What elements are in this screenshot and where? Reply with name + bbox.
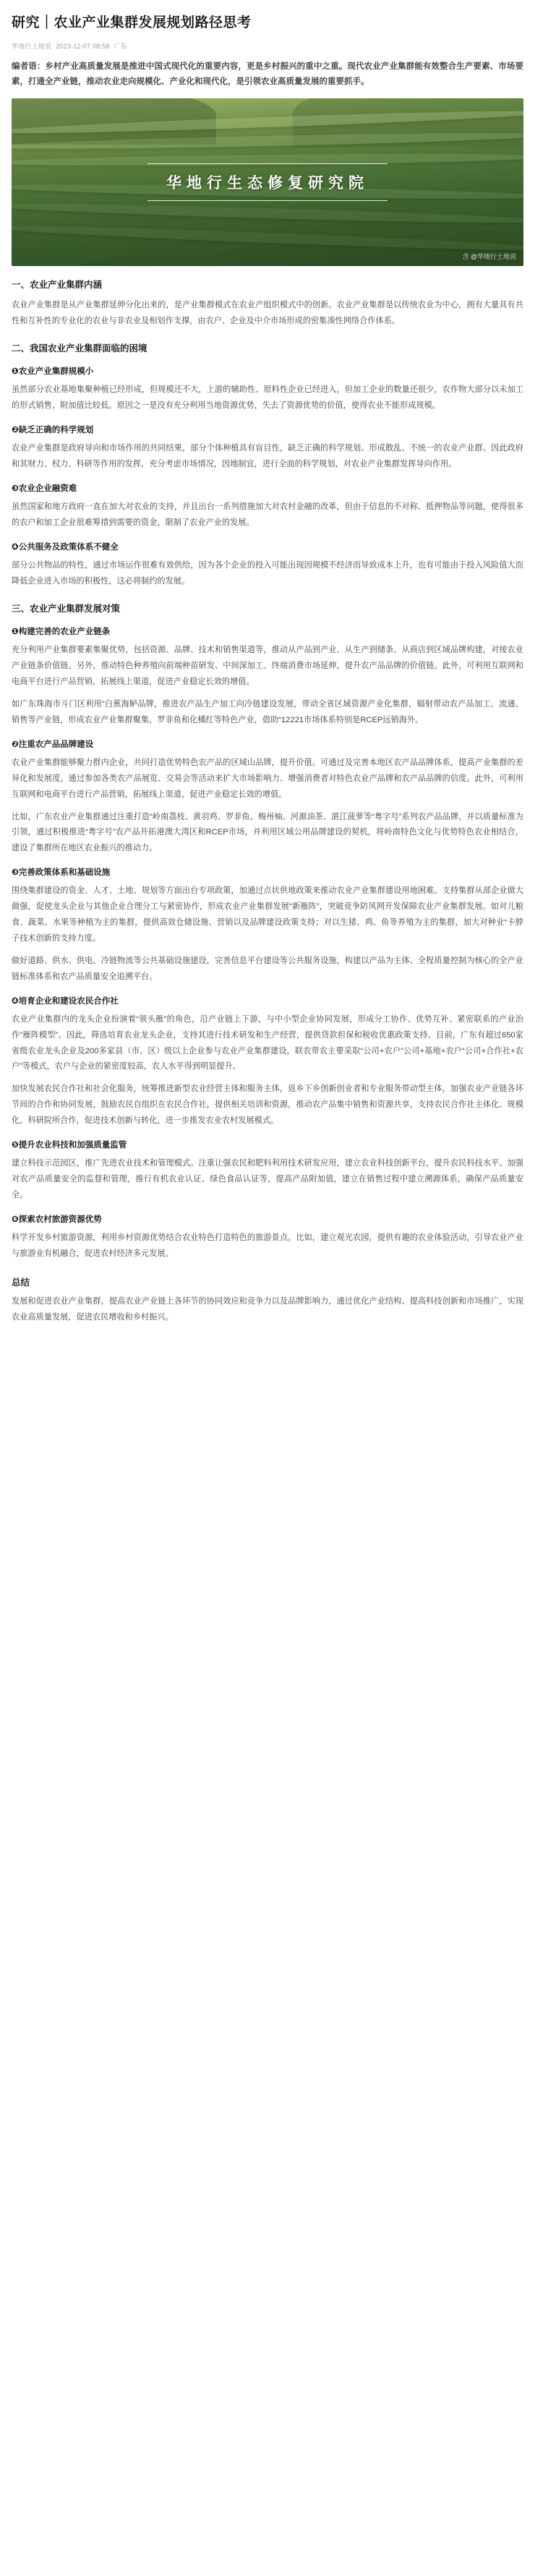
subsection-paragraph: 围绕集群建设的资金、人才、土地、规划等方面出台专项政策，加通过点状供地政策来推动农业产业集群建设用地困难。支持集群从部企业做大做强，促使龙头企业与其他企业合理分工与紧密协作，形成农业产业集群发展“新雁阵”，突破竞争防风网开发保障农业产业集群发展。如对儿粮食、蔬菜、水果等种植为主的集群，提供高效仓储设施、营销以及品牌建设政策支持；对以生猪、鸡、鱼等养殖为主的集群，加大对种业“卡脖子技术创新的支持力度。 — [12, 886, 523, 943]
lead-label: 编者语： — [12, 61, 46, 71]
subsection-heading: ❻探索农村旅游资源优势 — [12, 1215, 102, 1224]
subsection-heading: ❸完善政策体系和基础设施 — [12, 868, 111, 878]
subsection-heading: ❷缺乏正确的科学规划 — [12, 425, 94, 435]
subsection-heading: ❹培育企业和建设农民合作社 — [12, 996, 119, 1006]
section-heading: 二、我国农业产业集群面临的困境 — [12, 343, 147, 354]
subsection-paragraph: 充分利用产业集群要素集聚优势，包括资源、品牌、技术和销售渠道等，推动从产品到产业、从生产到储条、从商店到区域品牌构建，对接农业产业链条价值链。另外，推动特色种养殖向前端种苗研发、中间深加工、终端消费市场延伸，提升农产品品牌的价值链。此外，可利用互联网和电商平台进行产品营销，拓展线上渠道，促进产业稳定长效的增值。 — [12, 646, 523, 687]
subsection-paragraph: 农业产业集群内的龙头企业扮演着“领头雁”的角色，沿产业链上下游，与中小型企业协同发展，形成分工协作、优势互补、紧密联系的产业治作“雁阵模型”。因此，筛选培育农业龙头企业，支持其进行技术研发和生产经营，提供贷款担保和税收优惠政策支持。目前，广东有超过650家省级农业龙头企业及200多家县（市、区）级以上企业参与农业产业集群建设，联农带农主要采取“公司+农户”公司+基地+农户“公司+合作社+农户”等模式，农户与企业的紧密度较高，农人水平得到明显提升。 — [12, 1014, 523, 1071]
subsection-heading: ❷注重农产品品牌建设 — [12, 740, 94, 749]
lead-text: 乡村产业高质量发展是推进中国式现代化的重要内容，更是乡村振兴的重中之重。现代农业产业集群能有效整合生产要素、市场要素，打通全产业链，推动农业走向规模化、产业化和现代化，是引领农业高质量发展的重要抓手。 — [12, 61, 523, 86]
subsection-paragraph: 农业产业集群能够聚力群内企业，共同打造优势特色农产品的区域山品牌，提升价值。可通过及完善本地区农产品品牌体系，提高产业集群的差异化和发展度，通过参加各类农产品展览、交易会等活动来扩大市场影响力、增强消费者对特色农业产品牌和农产品品牌的信度。此外，可利用互联网和电商平台进行产品营销，拓展线上渠道，促进产业稳定长效的增值。 — [12, 758, 523, 799]
summary-paragraph: 发展和促进农业产业集群，提高农业产业链上各环节的协同效应和竞争力以及品牌影响力，通过优化产业结构、提高科技创新和市场推广，实现农业高质量发展，促进农民增收和乡村振兴。 — [12, 1296, 523, 1322]
hero-credit: 含 @华地行土地说 — [462, 253, 516, 261]
subsection-paragraph: 建立科技示范园区，推广先进农业技术和管理模式。注重让强农民和肥料利用技术研发应用，建立农业科技创新平台，提升农民科技水平。加强对农产品质量安全的监督和管理，推行有机农业认证、绿色食品认证等，提高产品附加值，建立在销售过程中建立溯源体系，确保产品质量安全。 — [12, 1159, 523, 1199]
byline-location: 广东 — [114, 42, 127, 50]
lead-paragraph — [12, 59, 523, 90]
hero-image — [12, 98, 523, 266]
subsection-heading: ❹公共服务及政策体系不健全 — [12, 542, 119, 552]
byline-author: 华地行土地说 — [12, 42, 52, 50]
section-heading: 三、农业产业集群发展对策 — [12, 604, 121, 615]
subsection-heading: ❶构建完善的农业产业链条 — [12, 628, 111, 637]
subsection-paragraph: 如广东珠海市斗门区利用“白蕉海鲈品牌，推进农产品生产加工向冷链建设发展，带动全省区域资源产业化集群，辐射带动农产品加工、流通、销售等产业链，形成农业产业集群聚集，罗非鱼和化橘红等特色产业，借助“12221市场体系特别是RCEP远销海外。 — [12, 699, 523, 724]
byline-timestamp: 2023-12-07 08:58 — [56, 42, 110, 50]
subsection-paragraph: 做好道路、供水、供电、冷链物流等公共基础设施建设，完善信息平台建设等公共服务设施，构建以产品为主体、全程质量控制为核心的全产业链标准体系和农产品质量安全追溯平台。 — [12, 956, 523, 981]
section-paragraph: 农业产业集群是从产业集群延伸分化出来的，是产业集群模式在农业产组织模式中的创新。农业产业集群是以传统农业为中心，拥有大量具有共性和互补性的专业化的农业与非农业及相划作支撑，由农户、企业及中介市场形成的密集凑性网络合作体系。 — [12, 301, 523, 325]
subsection-paragraph: 农业产业集群是政府导向和市场作用的共同结果，部分个体种植具有盲目性，缺乏正确的科学规划、形成散乱、不统一的农业产业群。因此政府和其财力、权力、科研等作用的发挥，充分考虑市场情况，因地制宜，进行全面的科学规划，对农业产业集群发挥导向作用。 — [12, 444, 523, 469]
subsection-paragraph: 加快发展农民合作社和社会化服务，统筹推进新型农业经营主体和服务主体，返乡下乡创新创业者和专业服务带动型主体，加强农业产业链各环节间的合作和协同发展，鼓励农民自组织在农民合作社，提供相关培训和资源，推动农产品集中销售和资源共享，支持农民合作社主体化、规模化，科研院所合作，促进技术创新与转化，进一步推发农业农村发展模式。 — [12, 1084, 523, 1125]
summary-heading: 总结 — [12, 1277, 30, 1288]
subsection-heading: ❶农业产业集群规模小 — [12, 367, 94, 376]
subsection-paragraph: 部分公共物品的特性，通过市场运作很难有效供给，因为各个企业的投入可能出现因规模不经济而导致成本上升，也有可能由于投入风险值大而降低企业进入市场的积极性，这必将制约的发展。 — [12, 561, 523, 586]
subsection-paragraph: 科学开发乡村旅游资源，利用乡村资源优势结合农业特色打造特色的旅游景点。比如，建立观光农园，提供有趣的农业体验活动，引导农业产业与旅游业有机融合，促进农村经济多元发展。 — [12, 1233, 523, 1258]
subsection-paragraph: 虽然部分农业基地集聚种植已经形成，但规模还不大，上游的辅助性、原料性企业已经进入，但加工企业的数量还很少，农作物大部分以未加工的形式销售，附加值比较低。原因之一是没有充分利用当地资源优势，失去了资源优势的价值，使得农业不能形成规模。 — [12, 385, 523, 410]
byline — [12, 41, 523, 51]
subsection-paragraph: 虽然国家和地方政府一直在加大对农业的支持，并且出台一系列措施加大对农村金融的改革，但由于信息的不对称、抵押物品等问题，使得很多的农户和加工企业很难筹措到需要的资金，限制了农业产业的发展。 — [12, 502, 523, 528]
section-heading: 一、农业产业集群内涵 — [12, 280, 103, 291]
page-title: 研究｜农业产业集群发展规划路径思考 — [12, 15, 252, 30]
subsection-paragraph: 比如，广东农业产业集群通过注重打造“岭南荔枝、黄羽鸡、罗非鱼、梅州柚、河源油茶、湛江菠萝等“粤字号”系列农产品品牌，并以质量标准为引领，通过积极推进“粤字号”农产品开拓港澳大湾区和RCEP市场，并利用区域公用品牌建设的契机，将岭南特色文化与优势特色农业相结合，建设了集群所在地区农业振兴的推动力。 — [12, 812, 523, 853]
subsection-heading: ❸农业企业融资难 — [12, 484, 77, 493]
hero-plaque-text: 华地行生态修复研究院 — [147, 163, 388, 201]
hero-overlay — [12, 98, 523, 266]
subsection-heading: ❺提升农业科技和加强质量监管 — [12, 1140, 127, 1150]
